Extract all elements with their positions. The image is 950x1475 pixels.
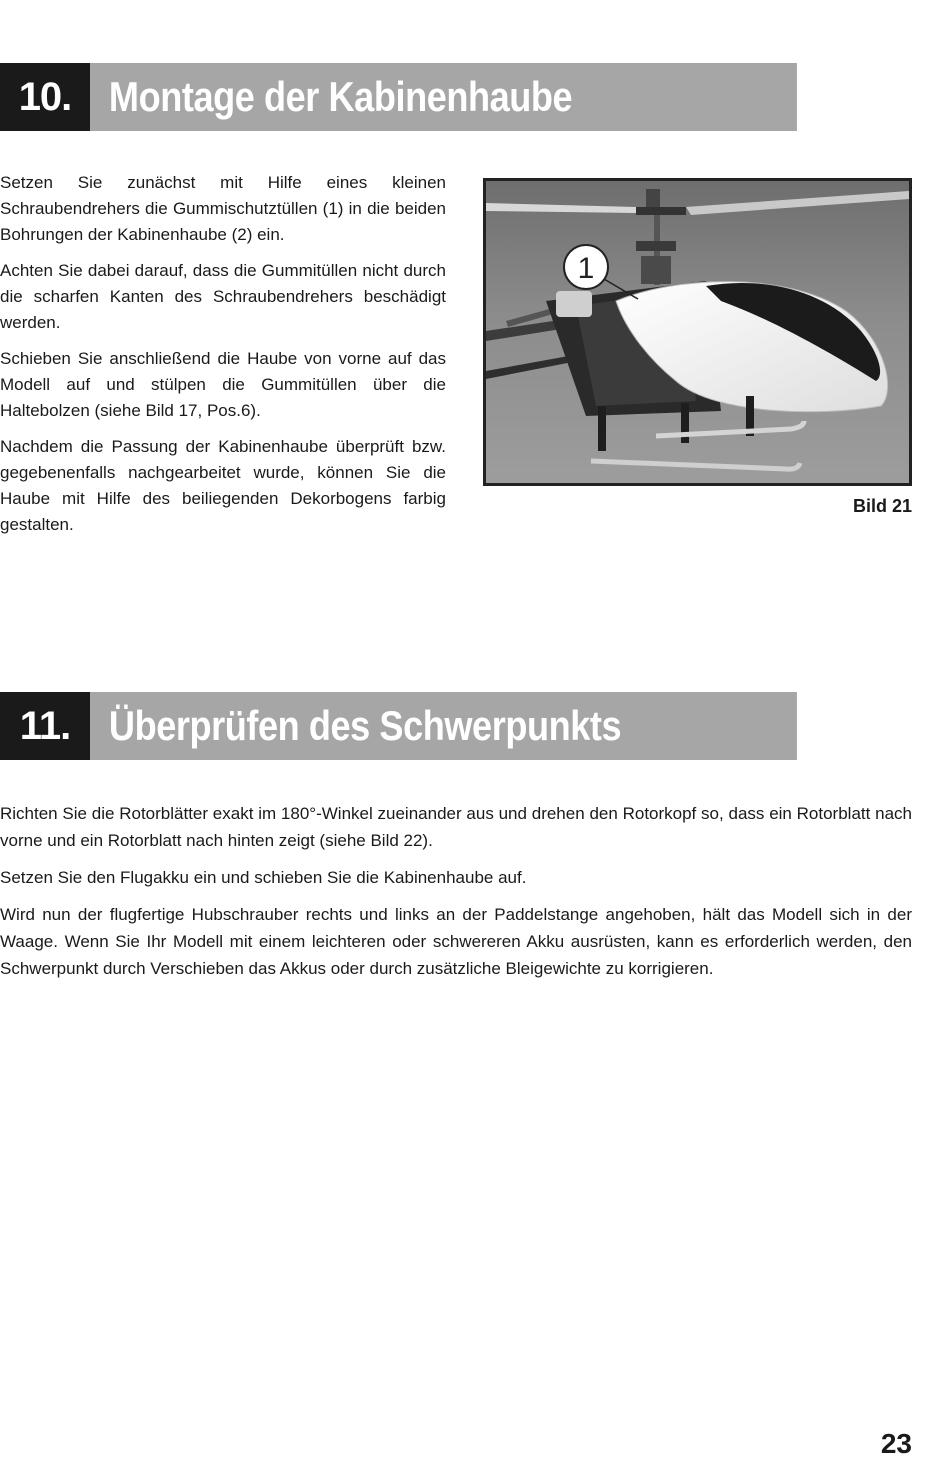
paragraph: Schieben Sie anschließend die Haube von vorne auf das Modell auf und stülpen die Gummitüllen über die Haltebolzen (siehe Bild 17, Pos.6). bbox=[0, 349, 446, 420]
section-11-text bbox=[0, 800, 912, 992]
paragraph: Nachdem die Passung der Kabinenhaube überprüft bzw. gegebenenfalls nachgearbeitet wurde, können Sie die Haube mit Hilfe des beiliegenden Dekorbogens farbig gestalten. bbox=[0, 437, 446, 534]
helicopter-photo bbox=[483, 178, 912, 486]
page-number: 23 bbox=[880, 1428, 912, 1459]
paragraph: Richten Sie die Rotorblätter exakt im 180°-Winkel zueinander aus und drehen den Rotorkopf so, dass ein Rotorblatt nach vorne und ein Rotorblatt nach hinten zeigt (siehe Bild 22). bbox=[0, 804, 912, 850]
paragraph: Achten Sie dabei darauf, dass die Gummitüllen nicht durch die scharfen Kanten des Schraubendrehers beschädigt werden. bbox=[0, 261, 446, 332]
section-10-title: Montage der Kabinenhaube bbox=[90, 63, 797, 131]
figure-caption: Bild 21 bbox=[852, 496, 912, 516]
callout-label: 1 bbox=[577, 252, 595, 285]
section-11-header bbox=[0, 692, 912, 760]
paragraph: Wird nun der flugfertige Hubschrauber rechts und links an der Paddelstange angehoben, hält das Modell sich in der Waage. Wenn Sie Ihr Modell mit einem leichteren oder schwereren Akku ausrüsten, kann es erforderlich werden, den Schwerpunkt durch Verschieben das Akkus oder durch zusätzliche Bleigewichte zu korrigieren. bbox=[0, 905, 912, 978]
section-10-header bbox=[0, 63, 912, 131]
paragraph: Setzen Sie den Flugakku ein und schieben Sie die Kabinenhaube auf. bbox=[0, 868, 527, 887]
helicopter-illustration bbox=[486, 181, 909, 483]
section-10-text bbox=[0, 170, 446, 548]
section-10-number: 10. bbox=[0, 63, 90, 131]
section-11-title: Überprüfen des Schwerpunkts bbox=[90, 692, 797, 760]
section-11-number: 11. bbox=[0, 692, 90, 760]
paragraph: Setzen Sie zunächst mit Hilfe eines kleinen Schraubendrehers die Gummischutztüllen (1) in die beiden Bohrungen der Kabinenhaube (2) ein. bbox=[0, 173, 446, 244]
